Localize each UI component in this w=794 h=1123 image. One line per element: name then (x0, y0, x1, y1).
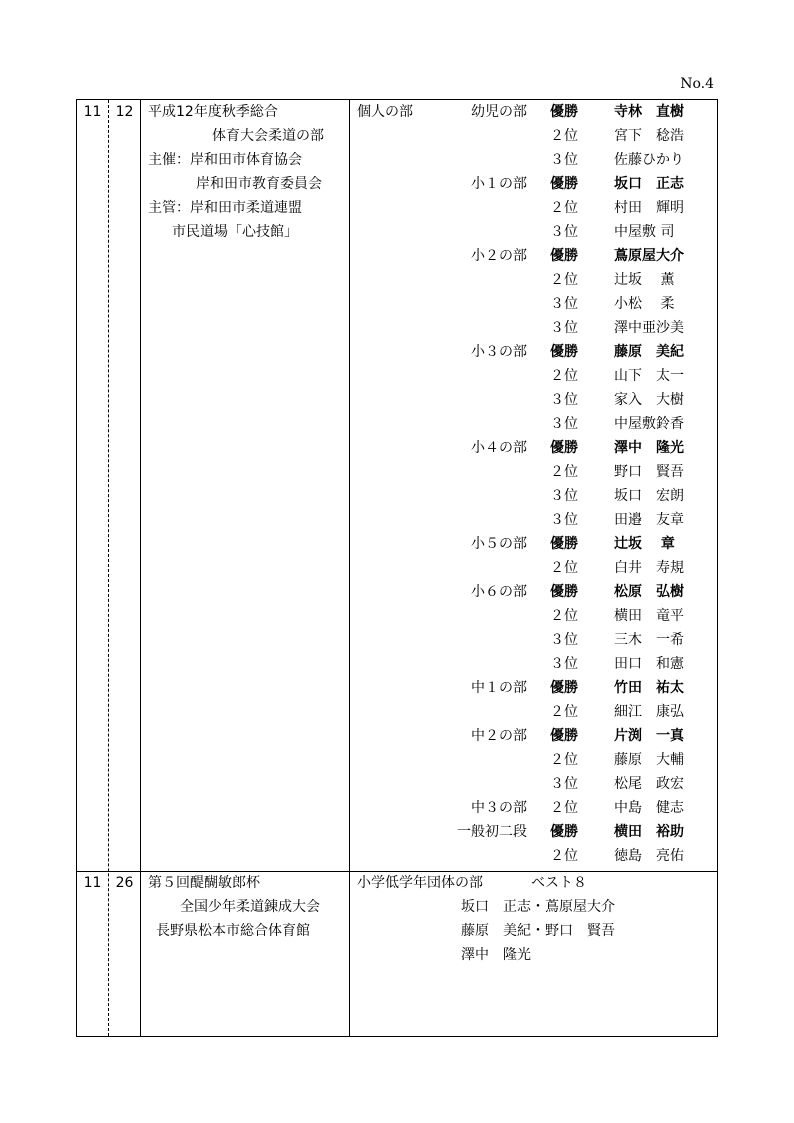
result-rank: ３位 (550, 512, 578, 528)
event-description-line: 第５回醍醐敏郎杯 (148, 875, 260, 891)
result-name: 中屋敷鈴香 (614, 416, 684, 432)
result-rank: ２位 (550, 608, 578, 624)
team-member-line: 藤原 美紀・野口 賢吾 (461, 923, 615, 939)
result-rank: ２位 (550, 368, 578, 384)
result-category: 小３の部 (471, 344, 527, 360)
team-member-line: 澤中 隆光 (461, 947, 531, 963)
event-month: 11 (83, 104, 102, 120)
event-day: 12 (115, 104, 134, 120)
result-name: 片渕 一真 (614, 728, 684, 744)
result-name: 小松 柔 (614, 296, 675, 312)
result-name: 田邉 友章 (614, 512, 684, 528)
result-rank: 優勝 (550, 344, 578, 360)
result-name: 寺林 直樹 (614, 104, 684, 120)
result-name: 松原 弘樹 (614, 584, 684, 600)
result-name: 澤中亜沙美 (614, 320, 684, 336)
result-name: 山下 太一 (614, 368, 684, 384)
result-rank: ２位 (550, 848, 578, 864)
event-description-line: 長野県松本市総合体育館 (156, 923, 310, 939)
result-rank: ３位 (550, 320, 578, 336)
result-rank: ２位 (550, 128, 578, 144)
result-name: 中屋敷 司 (614, 224, 675, 240)
result-rank: ２位 (550, 800, 578, 816)
result-rank: 優勝 (550, 584, 578, 600)
result-name: 藤原 大輔 (614, 752, 684, 768)
result-name: 徳島 亮佑 (614, 848, 684, 864)
result-rank: ２位 (550, 560, 578, 576)
result-name: 佐藤ひかり (614, 152, 684, 168)
column-divider-2 (349, 100, 350, 1036)
result-rank: 優勝 (550, 536, 578, 552)
result-name: 藤原 美紀 (614, 344, 684, 360)
event-description-line: 体育大会柔道の部 (212, 128, 324, 144)
result-name: 竹田 祐太 (614, 680, 684, 696)
section-result: ベスト８ (531, 875, 587, 891)
result-name: 横田 裕助 (614, 824, 684, 840)
page-number: No.4 (680, 76, 714, 92)
event-description-line: 岸和田市教育委員会 (196, 176, 322, 192)
result-rank: ３位 (550, 776, 578, 792)
result-category: 幼児の部 (471, 104, 527, 120)
result-name: 辻坂 章 (614, 536, 675, 552)
result-name: 村田 輝明 (614, 200, 684, 216)
result-name: 辻坂 薫 (614, 272, 675, 288)
result-rank: 優勝 (550, 728, 578, 744)
result-name: 三木 一希 (614, 632, 684, 648)
result-rank: ２位 (550, 704, 578, 720)
event-month: 11 (83, 875, 102, 891)
result-name: 松尾 政宏 (614, 776, 684, 792)
result-rank: 優勝 (550, 176, 578, 192)
result-rank: 優勝 (550, 824, 578, 840)
result-rank: ２位 (550, 464, 578, 480)
column-divider-1 (140, 100, 141, 1036)
event-description-line: 全国少年柔道錬成大会 (180, 899, 320, 915)
result-rank: ３位 (550, 296, 578, 312)
result-rank: ３位 (550, 416, 578, 432)
result-rank: ２位 (550, 272, 578, 288)
event-description-line: 主管：岸和田市柔道連盟 (148, 200, 302, 216)
result-rank: ３位 (550, 392, 578, 408)
result-rank: ２位 (550, 752, 578, 768)
result-category: 小１の部 (471, 176, 527, 192)
result-category: 小２の部 (471, 248, 527, 264)
result-category: 小６の部 (471, 584, 527, 600)
section-label: 小学低学年団体の部 (357, 875, 483, 891)
result-name: 白井 寿規 (614, 560, 684, 576)
event-description-line: 市民道場「心技館」 (172, 224, 298, 240)
result-rank: 優勝 (550, 248, 578, 264)
results-table (76, 99, 718, 1037)
result-rank: ３位 (550, 224, 578, 240)
result-category: 中３の部 (471, 800, 527, 816)
result-name: 田口 和憲 (614, 656, 684, 672)
result-category: 中２の部 (471, 728, 527, 744)
result-category: 中１の部 (471, 680, 527, 696)
result-name: 横田 竜平 (614, 608, 684, 624)
result-name: 家入 大樹 (614, 392, 684, 408)
result-name: 野口 賢吾 (614, 464, 684, 480)
result-name: 坂口 正志 (614, 176, 684, 192)
result-rank: ３位 (550, 632, 578, 648)
result-name: 細江 康弘 (614, 704, 684, 720)
result-name: 坂口 宏朗 (614, 488, 684, 504)
result-name: 澤中 隆光 (614, 440, 684, 456)
event-description-line: 平成12年度秋季総合 (148, 104, 278, 120)
result-rank: 優勝 (550, 104, 578, 120)
result-rank: ３位 (550, 152, 578, 168)
result-category: 小５の部 (471, 536, 527, 552)
result-rank: 優勝 (550, 440, 578, 456)
event-description-line: 主催：岸和田市体育協会 (148, 152, 302, 168)
result-rank: ３位 (550, 488, 578, 504)
result-name: 中島 健志 (614, 800, 684, 816)
team-member-line: 坂口 正志・蔦原屋大介 (461, 899, 615, 915)
result-category: 一般初二段 (457, 824, 527, 840)
section-label: 個人の部 (357, 104, 413, 120)
result-rank: ２位 (550, 200, 578, 216)
result-rank: ３位 (550, 656, 578, 672)
result-category: 小４の部 (471, 440, 527, 456)
event-day: 26 (115, 875, 134, 891)
date-divider (108, 100, 109, 1036)
result-rank: 優勝 (550, 680, 578, 696)
result-name: 蔦原屋大介 (614, 248, 684, 264)
result-name: 宮下 稔浩 (614, 128, 684, 144)
